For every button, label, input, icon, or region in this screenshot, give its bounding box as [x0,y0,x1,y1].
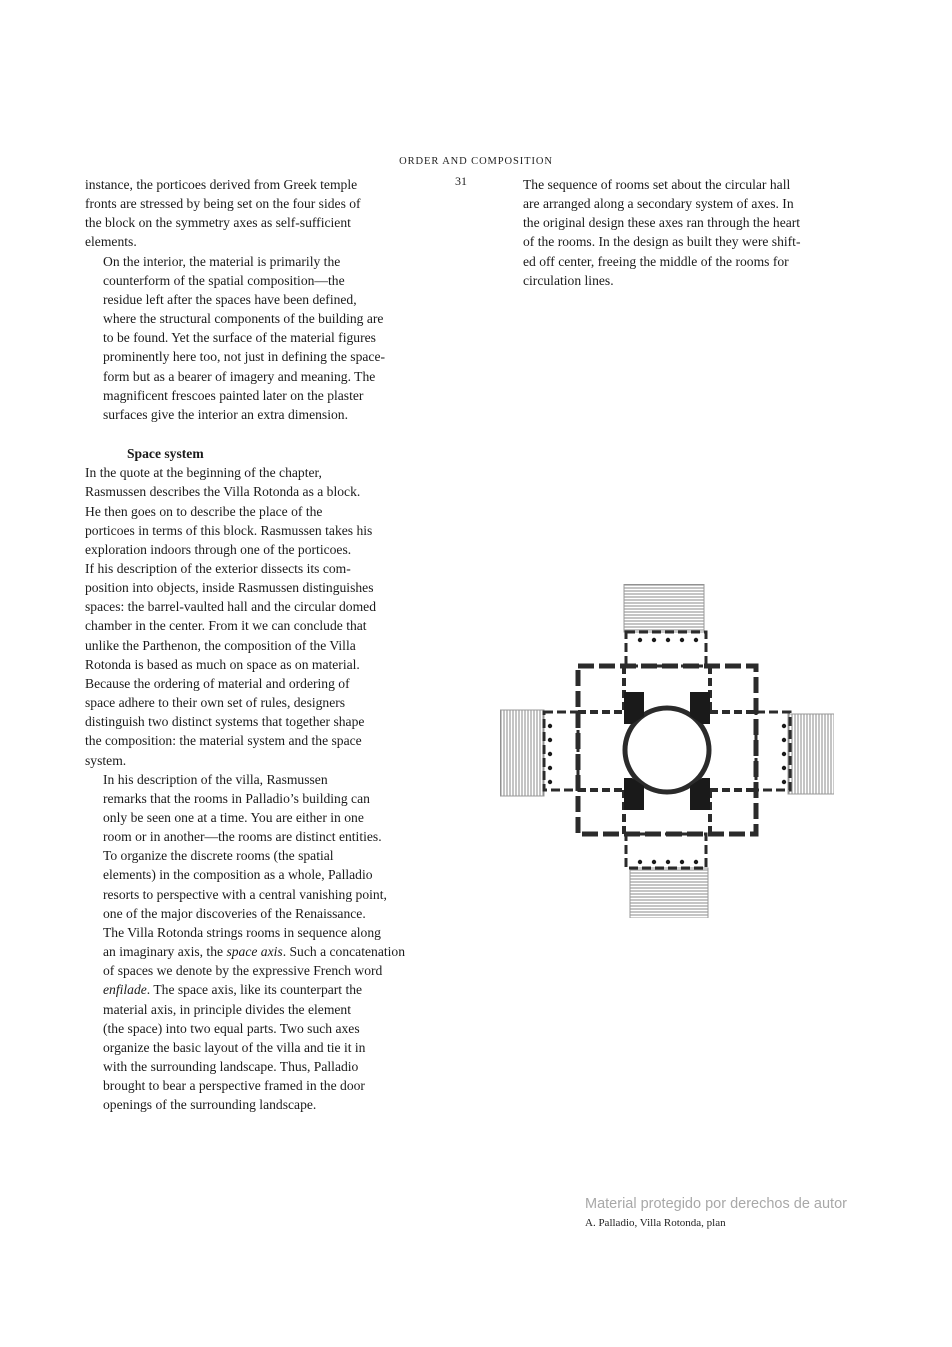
paragraph-rasmussen-block: In the quote at the beginning of the chapter, Rasmussen describes the Villa Rotonda as a block. He then goes on to describe the place of the porticoes in terms of this block. Rasmussen takes his exploration indoors through one of the porticoes. If his description of the exterior dissects its com- position into objects, inside Rasmussen distinguishes spaces: the barrel-vaulted hall and the circular domed chamber in the center. From it we can conclude that unlike the Parthenon, the composition of the Villa Rotonda is based as much on space as on material. Because the ordering of material and ordering of space adhere to their own set of rules, designers distinguish two distinct systems that together shape the composition: the material system and the space system. [85,465,377,768]
paragraph-secondary-axes: The sequence of rooms set about the circular hall are arranged along a secondary system of axes. In the original design these axes ran through the heart of the rooms. In the design as built they were shift- ed off center, freeing the middle of the rooms for circulation lines. [523,177,801,288]
running-head: ORDER AND COMPOSITION [399,156,553,167]
portico-west [544,712,578,790]
paragraph-space-axis: In his description of the villa, Rasmussen remarks that the rooms in Palladio’s building can only be seen one at a time. You are either in one room or in another—the rooms are distinct entities. To organize the discrete rooms (the spatial elements) in the composition as a whole, Palladio resorts to perspective with a central vanishing point, one of the major discoveries of the Renaissance. The Villa Rotonda strings rooms in sequence along an imaginary axis, the space axis. Such a concatenation of spaces we denote by the expressive French word enfilade. The space axis, like its counterpart the material axis, in principle divides the element (the space) into two equal parts. Two such axes organize the basic layout of the villa and tie it in with the surrounding landscape. Thus, Palladio brought to bear a perspective framed in the door openings of the surrounding landscape. [103,771,406,1113]
paragraph-porticoes: instance, the porticoes derived from Greek temple fronts are stressed by being set on the four sides of the block on the symmetry axes as self-sufficient elements. [85,177,361,250]
central-domed-hall [625,708,709,792]
section-heading-space-system: Space system [127,446,204,462]
stair-west [500,710,544,796]
stair-north [624,584,704,632]
paragraph-interior: On the interior, the material is primarily the counterform of the spatial composition—the residue left after the spaces have been defined, where the structural components of the building are to be found. Yet the surface of the material figures prominently here too, not just in defining the space- form but as a bearer of imagery and meaning. The magnificent frescoes painted later on the plaster surfaces give the interior an extra dimension. [103,253,386,422]
left-column [85,175,420,1115]
term-space-axis: space axis [226,944,283,960]
portico-north [626,632,706,666]
figure-caption: A. Palladio, Villa Rotonda, plan [585,1217,726,1229]
stair-east [788,714,834,794]
page-number: 31 [455,174,467,188]
stair-south [630,868,708,918]
portico-columns [548,638,786,864]
outer-wall [578,666,756,834]
copyright-watermark: Material protegido por derechos de autor [585,1196,847,1212]
term-enfilade: enfilade [103,982,147,998]
right-column [503,175,843,290]
portico-east [756,712,790,790]
villa-rotonda-plan [500,584,834,918]
